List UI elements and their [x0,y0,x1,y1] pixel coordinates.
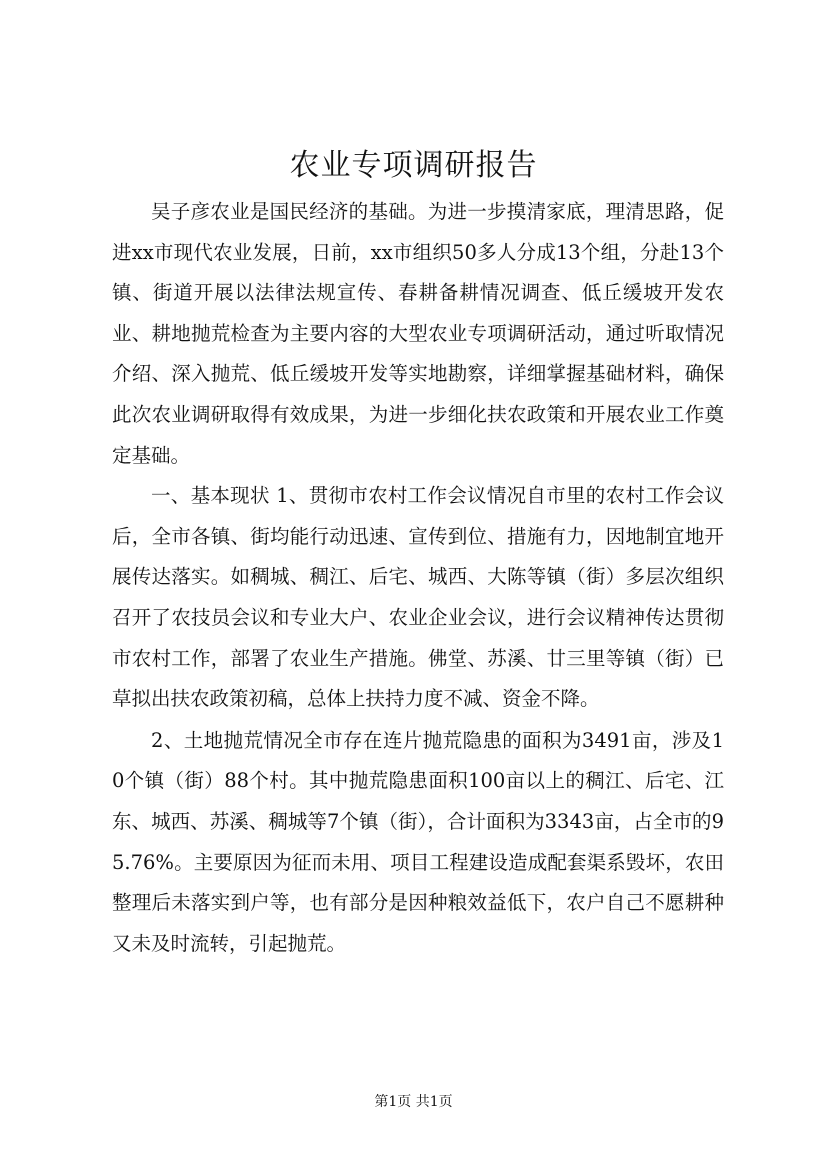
paragraph-land-abandonment: 2、土地抛荒情况全市存在连片抛荒隐患的面积为3491亩，涉及10个镇（街）88个村。其中抛荒隐患面积100亩以上的稠江、后宅、江东、城西、苏溪、稠城等7个镇（街），合计面积为3343亩，占全市的95.76%。主要原因为征而未用、项目工程建设造成配套渠系毁坏，农田整理后未落实到户等，也有部分是因种粮效益低下，农户自己不愿耕种又未及时流转，引起抛荒。 [112,728,724,955]
paragraph-basic-status: 一、基本现状 1、贯彻市农村工作会议情况自市里的农村工作会议后，全市各镇、街均能行动迅速、宣传到位、措施有力，因地制宜地开展传达落实。如稠城、稠江、后宅、城西、大陈等镇（街）多层次组织召开了农技员会议和专业大户、农业企业会议，进行会议精神传达贯彻市农村工作，部署了农业生产措施。佛堂、苏溪、廿三里等镇（街）已草拟出扶农政策初稿，总体上扶持力度不减、资金不降。 [112,484,724,711]
paragraph-intro: 吴子彦农业是国民经济的基础。为进一步摸清家底，理清思路，促进xx市现代农业发展，日前，xx市组织50多人分成13个组，分赴13个镇、街道开展以法律法规宣传、春耕备耕情况调查、低丘缓坡开发农业、耕地抛荒检查为主要内容的大型农业专项调研活动，通过听取情况介绍、深入抛荒、低丘缓坡开发等实地勘察，详细掌握基础材料，确保此次农业调研取得有效成果，为进一步细化扶农政策和开展农业工作奠定基础。 [112,200,724,467]
document-body [112,192,724,964]
document-title: 农业专项调研报告 [289,148,538,183]
page-footer: 第1页 共1页 [374,1094,453,1110]
